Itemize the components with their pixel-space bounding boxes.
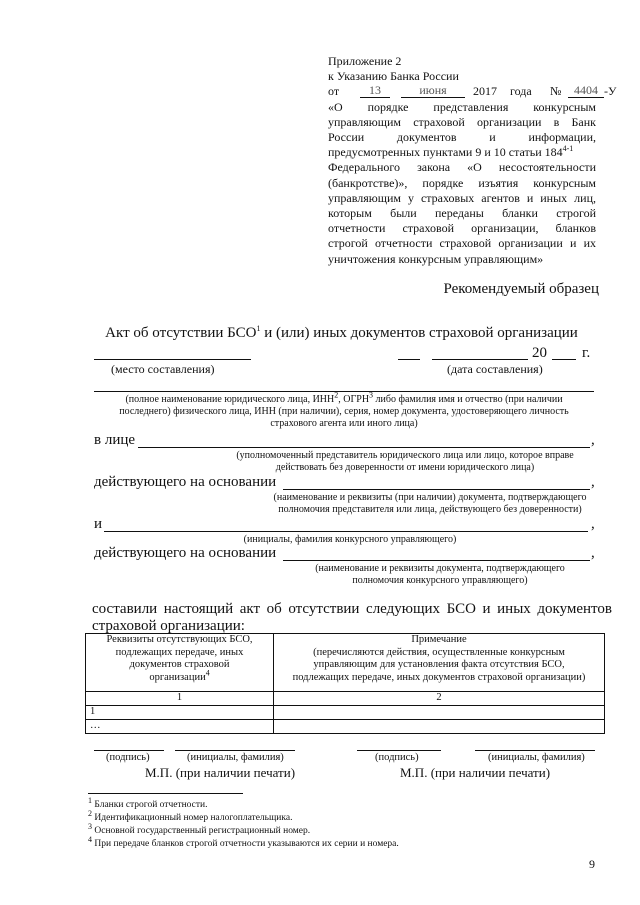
acting-basis-caption-line: полномочия представителя или лица, действующего без доверенности) [278, 504, 582, 515]
signature-line-right[interactable] [357, 750, 441, 751]
footnote-item [88, 834, 399, 851]
appendix-text-line: «О порядке представления конкурсным [328, 99, 596, 114]
date-month-line[interactable] [432, 359, 528, 360]
signature-caption-left: (подпись) [106, 752, 150, 763]
in-person-caption-line: действовать без доверенности от имени юридического лица) [275, 462, 535, 473]
footnote-separator [88, 793, 243, 794]
entity-caption-text: , ОГРН [338, 394, 370, 405]
header-text: Реквизиты отсутствующих БСО, [106, 634, 253, 645]
appendix-text-line: отчетности страховой организации, бланков [328, 221, 596, 236]
initials-caption-right: (инициалы, фамилия) [488, 752, 585, 763]
entity-caption-text: последнего) физического лица, ИНН (при наличии), серия, номер документа, удостоверяющего личность [119, 406, 569, 417]
appendix-text-line: управляющим страховой организации в Банк [328, 114, 596, 129]
date-year-suffix: г. [582, 345, 591, 361]
acting-basis-label: действующего на основании [94, 474, 277, 490]
footnote-item [88, 821, 399, 838]
table-cell[interactable]: … [86, 720, 274, 734]
article-superscript: 4-1 [562, 144, 574, 154]
acting-basis-caption-line: (наименование и реквизиты (при наличии) документа, подтверждающего [273, 492, 587, 503]
date-prefix: от [328, 84, 340, 99]
date-year-prefix: 20 [532, 345, 547, 361]
initials-line-left[interactable] [175, 750, 295, 751]
footnote-item [88, 795, 399, 812]
table-cell[interactable] [274, 706, 605, 720]
footnote-mark: 1 [88, 795, 92, 805]
header-text: подлежащих передаче, иных документов страховой организации) [292, 671, 586, 683]
number-sign: № [550, 84, 562, 99]
number-value: 4404 [568, 84, 604, 98]
act-title [0, 325, 640, 342]
acting-basis-line[interactable] [283, 489, 590, 490]
signature-line-left[interactable] [94, 750, 164, 751]
table-cell[interactable] [274, 720, 605, 734]
header-text: управляющим для установления факта отсутствия БСО, [313, 659, 565, 670]
footnote-mark: 2 [88, 808, 92, 818]
acting-basis-2-caption [290, 563, 590, 587]
manager-caption: (инициалы, фамилия конкурсного управляющего) [243, 534, 457, 545]
date-year: 2017 [473, 84, 497, 99]
entity-caption-text: страхового агента или иного лица) [270, 418, 418, 429]
appendix-text-line: строгой отчетности страховой организации и их [328, 236, 596, 251]
statement [92, 601, 612, 635]
place-line[interactable] [94, 359, 251, 360]
footnote-text: Бланки строгой отчетности. [94, 800, 208, 810]
appendix-text-line-article [328, 145, 596, 160]
initials-line-right[interactable] [475, 750, 595, 751]
title-part-2: и (или) иных документов страховой организации [260, 325, 578, 341]
number-suffix: -У [604, 84, 617, 99]
in-person-caption-line: (уполномоченный представитель юридического лица или лицо, которое вправе [236, 450, 574, 461]
entity-caption-text: (полное наименование юридического лица, ИНН [125, 394, 335, 405]
header-text: документов страховой [129, 659, 230, 670]
in-person-line[interactable] [138, 447, 590, 448]
acting-basis-2-label: действующего на основании [94, 545, 277, 561]
header-text: (перечисляются действия, осуществленные конкурсным [313, 646, 565, 658]
appendix-block [328, 54, 617, 267]
footnotes [88, 795, 399, 851]
sample-label: Рекомендуемый образец [443, 281, 599, 297]
table-cell: 2 [274, 692, 605, 706]
statement-line: составили настоящий акт об отсутствии следующих БСО и иных документов [92, 601, 612, 617]
table-cell[interactable]: 1 [86, 706, 274, 720]
table-cell: 1 [86, 692, 274, 706]
entity-caption [94, 390, 594, 430]
footnote-mark: 3 [88, 821, 92, 831]
table-row[interactable] [86, 720, 605, 734]
footnote-text: Идентификационный номер налогоплательщика. [94, 813, 293, 823]
place-caption: (место составления) [111, 362, 215, 376]
entity-line[interactable] [94, 391, 594, 392]
signature-caption-right: (подпись) [375, 752, 419, 763]
entity-caption-mark: 2 [334, 390, 339, 400]
entity-caption-text: либо фамилия имя и отчество (при наличии [373, 394, 563, 405]
date-year-line[interactable] [552, 359, 576, 360]
table-header-row [86, 634, 605, 692]
date-day: 13 [360, 84, 390, 98]
acting-basis-2-line[interactable] [283, 560, 590, 561]
header-text: организации [149, 671, 206, 683]
title-part-1: Акт об отсутствии БСО [105, 325, 257, 341]
date-caption: (дата составления) [447, 362, 543, 376]
manager-line[interactable] [104, 531, 588, 532]
appendix-line-1: Приложение 2 [328, 54, 402, 68]
table-row[interactable] [86, 706, 605, 720]
footnote-text: При передаче бланков строгой отчетности указываются их серии и номера. [94, 839, 399, 849]
statement-line: страховой организации: [92, 618, 245, 634]
appendix-text-line: Федерального закона «О несостоятельности [328, 160, 596, 175]
appendix-text-line: управляющим у страховых агентов и иных лиц, [328, 190, 596, 205]
date-month: июня [401, 84, 465, 98]
appendix-text-line: уничтожения конкурсным управляющим» [328, 251, 544, 266]
appendix-text-line: (банкротстве)», порядке изъятия конкурсным [328, 175, 596, 190]
in-person-comma: , [591, 432, 595, 448]
stamp-right: М.П. (при наличии печати) [400, 765, 551, 780]
footnote-mark: 4 [88, 834, 92, 844]
entity-caption-mark: 3 [369, 390, 374, 400]
header-footnote-mark: 4 [205, 668, 210, 677]
table-row [86, 692, 605, 706]
manager-comma: , [591, 516, 595, 532]
table-header-requisites [86, 634, 274, 692]
stamp-left: М.П. (при наличии печати) [145, 765, 296, 780]
initials-caption-left: (инициалы, фамилия) [187, 752, 284, 763]
title-footnote-mark: 1 [256, 324, 261, 333]
acting-basis-caption [240, 492, 620, 516]
appendix-line-2: к Указанию Банка России [328, 69, 459, 84]
date-year-word: года [510, 84, 532, 99]
appendix-date-line [328, 83, 617, 99]
footnote-item [88, 808, 399, 825]
table-header-note [274, 634, 605, 692]
appendix-text-line: предусмотренных пунктами 9 и 10 статьи 184 [328, 145, 563, 160]
header-text: подлежащих передаче, иных [115, 646, 244, 658]
date-day-line[interactable] [398, 359, 420, 360]
bso-table [85, 633, 605, 734]
header-text: Примечание [411, 634, 467, 645]
acting-basis-2-comma: , [591, 545, 595, 561]
acting-basis-2-caption-line: (наименование и реквизиты документа, подтверждающего [315, 563, 565, 574]
acting-basis-comma: , [591, 474, 595, 490]
in-person-label: в лице [94, 432, 136, 448]
footnote-text: Основной государственный регистрационный номер. [94, 826, 311, 836]
appendix-text-line: России документов и информации, [328, 130, 596, 144]
page-number: 9 [589, 857, 595, 871]
appendix-text-line: которым были переданы бланки строгой [328, 206, 596, 221]
acting-basis-2-caption-line: полномочия конкурсного управляющего) [352, 575, 528, 586]
in-person-caption [205, 450, 605, 474]
and-label: и [94, 516, 103, 532]
